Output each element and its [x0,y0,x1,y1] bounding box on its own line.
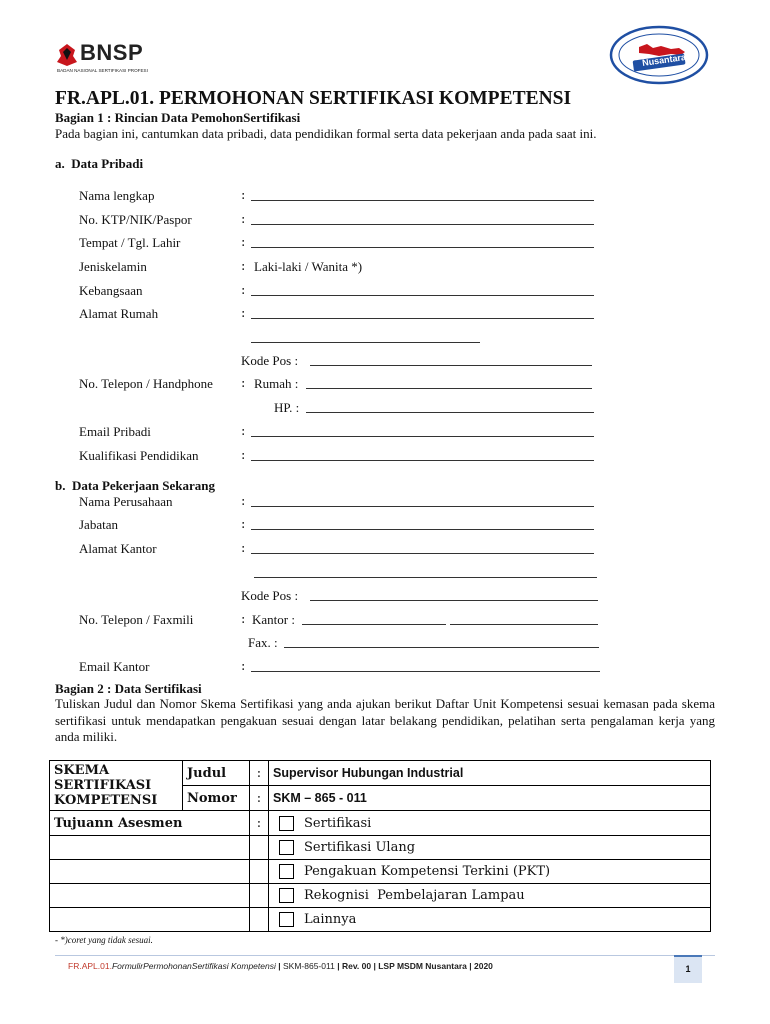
empty-cell [250,860,269,884]
alamat-field-2[interactable] [251,342,480,343]
bagian2-heading: Bagian 2 : Data Sertifikasi [55,681,202,696]
kualifikasi-label: Kualifikasi Pendidikan [79,448,199,463]
checkbox[interactable] [279,912,294,927]
perusahaan-field[interactable] [251,506,594,507]
colon: : [241,188,246,203]
empty-cell [250,836,269,860]
tujuan-label: Tujuann Asesmen [50,811,250,836]
kebangsaan-label: Kebangsaan [79,283,143,298]
kodepos-field[interactable] [310,365,592,366]
nomor-value: SKM – 865 - 011 [269,786,711,811]
colon: : [241,424,246,439]
option-label: Sertifikasi [304,815,372,831]
colon: : [241,659,246,674]
section-b-heading: b. Data Pekerjaan Sekarang [55,478,215,493]
kualifikasi-field[interactable] [251,460,594,461]
kantor-field-2[interactable] [450,624,598,625]
empty-cell [50,908,250,932]
footnote: - *)coret yang tidak sesuai. [55,935,153,945]
email-field[interactable] [251,436,594,437]
option-row-1[interactable] [269,836,711,860]
colon: : [241,283,246,298]
rumah-field[interactable] [306,388,592,389]
rumah-label: Rumah : [254,376,299,391]
kodepos-label: Kode Pos : [241,353,299,368]
colon: : [241,541,246,556]
lsp-nusantara-logo [609,25,709,85]
footer-doc: FormulirPermohonanSertifikasi Kompetensi [111,961,276,971]
ktp-field[interactable] [251,224,594,225]
nama-label: Nama lengkap [79,188,155,203]
option-row-2[interactable] [269,860,711,884]
alamat-field[interactable] [251,318,594,319]
option-row-0[interactable] [269,811,711,836]
nomor-label: Nomor [183,786,250,811]
footer-rule [55,955,715,956]
jabatan-field[interactable] [251,529,594,530]
bagian1-heading: Bagian 1 : Rincian Data PemohonSertifikasi [55,110,301,125]
hp-label: HP. : [274,400,300,415]
option-label: Pengakuan Kompetensi Terkini (PKT) [304,864,551,879]
colon: : [250,761,269,786]
colon: : [241,259,246,274]
lsp-logo-text: Nusantara [641,51,687,69]
footer-year: 2020 [473,961,493,971]
email-kantor-field[interactable] [251,671,600,672]
kebangsaan-field[interactable] [251,295,594,296]
email-kantor-label: Email Kantor [79,659,150,674]
bagian2-intro: Tuliskan Judul dan Nomor Skema Sertifikasi yang anda ajukan berikut Daftar Unit Kompetensi sesuai kemasan pada skema sertifikasi untuk mendapatkan pengakuan sesuai dengan latar belakang pendidikan, pelatihan serta pengalaman kerja yang anda miliki. [55,696,715,744]
nama-field[interactable] [251,200,594,201]
section-a-heading: a. Data Pribadi [55,156,144,171]
option-label: Lainnya [304,912,357,927]
colon: : [250,811,269,836]
option-label: Rekognisi Pembelajaran Lampau [304,888,525,903]
kodepos-kantor-label: Kode Pos : [241,588,299,603]
jabatan-label: Jabatan [79,517,118,532]
option-row-3[interactable] [269,884,711,908]
empty-cell [50,836,250,860]
colon: : [241,517,246,532]
empty-cell [50,860,250,884]
colon: : [241,448,246,463]
jk-label: Jeniskelamin [79,259,147,274]
skema-table [49,760,711,932]
empty-cell [250,884,269,908]
alamat-kantor-field-2[interactable] [254,577,597,578]
alamat-kantor-label: Alamat Kantor [79,541,157,556]
perusahaan-label: Nama Perusahaan [79,494,173,509]
footer: FR.APL.01.FormulirPermohonanSertifikasi Kompetensi | SKM-865-011 | Rev. 00 | LSP MSDM Nusantara | 2020 [68,961,493,971]
kantor-label: Kantor : [252,612,295,627]
checkbox[interactable] [279,840,294,855]
alamat-label: Alamat Rumah [79,306,159,321]
alamat-kantor-field[interactable] [251,553,594,554]
empty-cell [250,908,269,932]
footer-code: FR.APL.01. [68,961,112,971]
colon: : [241,494,246,509]
email-label: Email Pribadi [79,424,151,439]
checkbox[interactable] [279,816,294,831]
option-label: Sertifikasi Ulang [304,840,416,855]
checkbox[interactable] [279,864,294,879]
fax-label: Fax. : [248,635,278,650]
empty-cell [50,884,250,908]
option-row-4[interactable] [269,908,711,932]
footer-skm: SKM-865-011 [283,961,335,971]
kantor-field[interactable] [302,624,446,625]
bagian1-intro: Pada bagian ini, cantumkan data pribadi, data pendidikan formal serta data pekerjaan anda pada saat ini. [55,126,597,141]
ktp-label: No. KTP/NIK/Paspor [79,212,192,227]
judul-value: Supervisor Hubungan Industrial [269,761,711,786]
checkbox[interactable] [279,888,294,903]
kodepos-kantor-field[interactable] [310,600,598,601]
page-title: FR.APL.01. PERMOHONAN SERTIFIKASI KOMPETENSI [55,88,572,109]
colon: : [241,306,246,321]
ttl-label: Tempat / Tgl. Lahir [79,235,181,250]
page-number-box [674,955,702,983]
colon: : [241,235,246,250]
footer-lsp: LSP MSDM Nusantara [378,961,467,971]
ttl-field[interactable] [251,247,594,248]
bnsp-logo [55,40,165,78]
telepon-kantor-label: No. Telepon / Faxmili [79,612,194,627]
colon: : [241,376,246,391]
garuda-icon [55,42,79,68]
jk-value[interactable]: Laki-laki / Wanita *) [254,259,363,274]
judul-label: Judul [183,761,250,786]
hp-field[interactable] [306,412,594,413]
colon: : [241,212,246,227]
colon: : [250,786,269,811]
telepon-label: No. Telepon / Handphone [79,376,213,391]
skema-label: SKEMA SERTIFIKASI KOMPETENSI [50,761,183,811]
bnsp-subtitle: BADAN NASIONAL SERTIFIKASI PROFESI [57,68,148,73]
bnsp-logo-text: BNSP [80,40,144,65]
page-number: 1 [685,964,691,974]
footer-rev: Rev. 00 [341,961,372,971]
colon: : [241,612,246,627]
fax-field[interactable] [284,647,599,648]
